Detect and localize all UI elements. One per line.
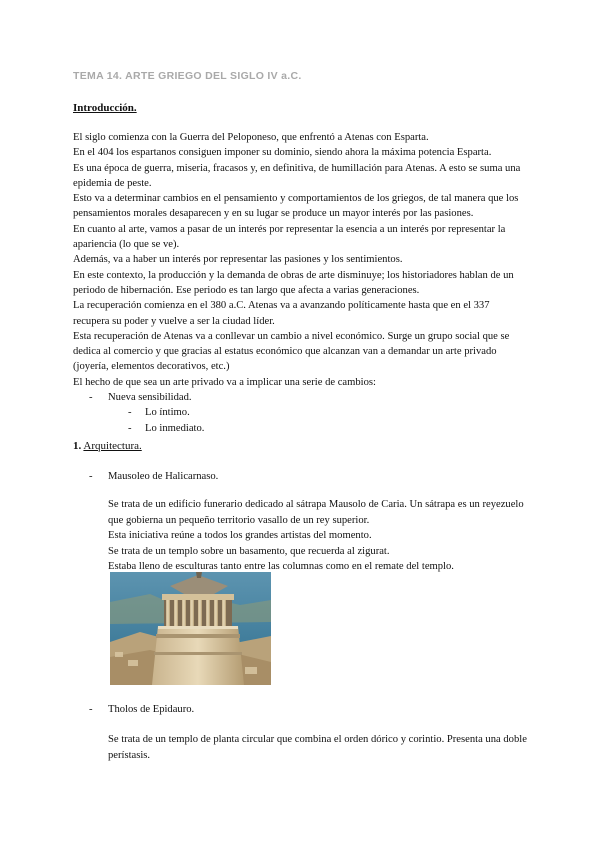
mausoleo-heading xyxy=(89,471,219,482)
bullet-dash: - xyxy=(89,704,93,715)
intro-paragraph: El hecho de que sea un arte privado va a implicar una serie de cambios: xyxy=(73,376,376,388)
intro-body xyxy=(73,130,525,436)
bullet-dash: - xyxy=(128,407,132,419)
sub-bullet-item xyxy=(73,421,525,436)
bullet-text: Nueva sensibilidad. xyxy=(108,392,192,404)
bullet-dash: - xyxy=(89,471,93,482)
mausoleo-line: Se trata de un edificio funerario dedicado al sátrapa Mausolo de Caria. Un sátrapa es un reyezuelo que gobierna un pequeño territorio vasallo de un rey superior. xyxy=(108,499,524,526)
tholos-heading-text: Tholos de Epidauro. xyxy=(108,704,195,715)
mausoleum-image xyxy=(110,572,271,685)
tholos-heading xyxy=(89,704,195,715)
sub-bullet-text: Lo íntimo. xyxy=(145,407,190,419)
section-number: 1. xyxy=(73,440,82,452)
intro-paragraph: La recuperación comienza en el 380 a.C. Atenas va a avanzando políticamente hasta que en el 337 recupera su poder y vuelve a ser la ciudad líder. xyxy=(73,300,490,327)
mausoleo-line: Esta iniciativa reúne a todos los grandes artistas del momento. xyxy=(108,530,372,542)
bullet-item xyxy=(73,390,525,405)
intro-paragraph: En este contexto, la producción y la demanda de obras de arte disminuye; los historiadores hablan de un periodo de hibernación. Ese periodo es tan largo que afecta a varias generaciones. xyxy=(73,269,514,296)
tholos-line: Se trata de un templo de planta circular que combina el orden dórico y corintio. Presenta una doble perístasis. xyxy=(108,734,527,761)
document-title: TEMA 14. ARTE GRIEGO DEL SIGLO IV a.C. xyxy=(73,70,302,82)
intro-paragraph: En cuanto al arte, vamos a pasar de un interés por representar la esencia a un interés por representar la apariencia (lo que se ve). xyxy=(73,223,506,251)
intro-paragraph: Esta recuperación de Atenas va a conllevar un cambio a nivel económico. Surge un grupo social que se dedica al comercio y que gracias al estatus económico que alcanzan van a demandar un arte privado (joyería, elementos decorativos, etc.) xyxy=(73,330,510,373)
intro-paragraph: El siglo comienza con la Guerra del Peloponeso, que enfrentó a Atenas con Esparta. xyxy=(73,132,429,143)
section-heading xyxy=(73,440,142,452)
mausoleo-line: Estaba lleno de esculturas tanto entre las columnas como en el remate del templo. xyxy=(108,561,454,573)
intro-heading: Introducción. xyxy=(73,102,137,114)
tholos-description xyxy=(108,732,533,763)
intro-paragraph: Es una época de guerra, miseria, fracasos y, en definitiva, de humillación para Atenas. A esto se suma una epidemia de peste. xyxy=(73,162,521,189)
mausoleo-heading-text: Mausoleo de Halicarnaso. xyxy=(108,471,219,482)
section-label: Arquitectura. xyxy=(83,440,142,452)
sub-bullet-text: Lo inmediato. xyxy=(145,422,205,434)
bullet-dash: - xyxy=(128,422,132,434)
mausoleo-description xyxy=(108,497,533,575)
intro-paragraph: Además, va a haber un interés por representar las pasiones y los sentimientos. xyxy=(73,254,403,266)
intro-paragraph: En el 404 los espartanos consiguen imponer su dominio, siendo ahora la máxima potencia Esparta. xyxy=(73,147,492,159)
mausoleo-line: Se trata de un templo sobre un basamento, que recuerda al zigurat. xyxy=(108,545,390,557)
sub-bullet-item xyxy=(73,405,525,420)
bullet-dash: - xyxy=(89,392,93,404)
intro-paragraph: Esto va a determinar cambios en el pensamiento y comportamientos de los griegos, de tal manera que los pensamientos morales desaparecen y en su lugar se produce un mayor interés por las pasiones. xyxy=(73,193,519,220)
